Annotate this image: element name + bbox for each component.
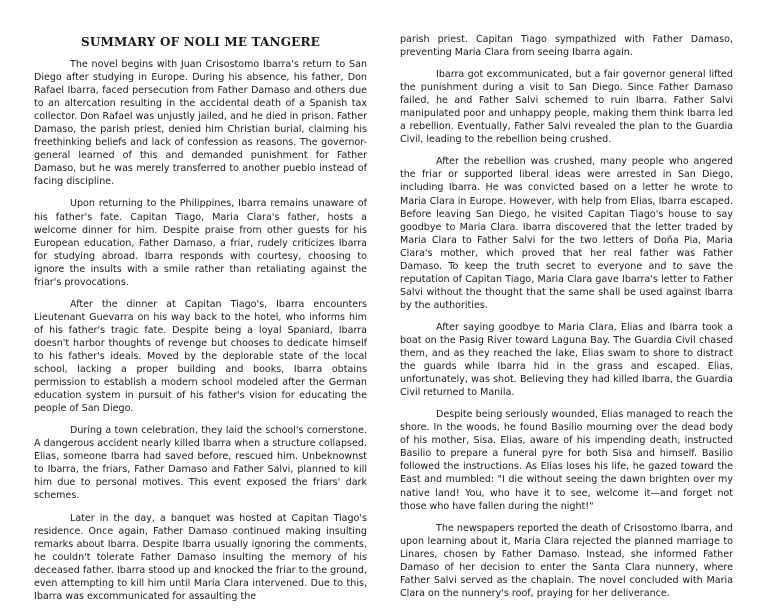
paragraph: Later in the day, a banquet was hosted at Capitan Tiago's residence. Once again, Father Damaso continued making insulting remarks about Ibarra. Despite Ibarra usually ignoring the comments, he couldn't tolerate Father Damaso insulting the memory of his deceased father. Ibarra stood up and knocked the friar to the ground, even attempting to kill him until Maria Clara intervened. Due to this, Ibarra was excommunicated for assaulting the — [34, 512, 367, 602]
paragraph: Despite being seriously wounded, Elias managed to reach the shore. In the woods, he found Basilio mourning over the dead body of his mother, Sisa. Elias, aware of his impending death, instructed Basilio to prepare a funeral pyre for both Sisa and himself. Basilio followed the instructions. As Elias loses his life, he gazed toward the East and mumbled: "I die without seeing the dawn brighten over my native land! You, who have it to see, welcome it—and forget not those who have fallen during the night!" — [400, 409, 733, 512]
paragraph: During a town celebration, they laid the school's cornerstone. A dangerous accident nearly killed Ibarra when a structure collapsed. Elias, someone Ibarra had saved before, rescued him. Unbeknownst to Ibarra, the friars, Father Damaso and Father Salvi, planned to kill him due to personal motives. This event exposed the friars' dark schemes. — [34, 425, 367, 502]
paragraph: Upon returning to the Philippines, Ibarra remains unaware of his father's fate. Capitan Tiago, Maria Clara's father, hosts a welcome dinner for him. Despite praise from other guests for his European education, Father Damaso, a friar, rudely criticizes Ibarra for studying abroad. Ibarra responds with courtesy, choosing to ignore the insults with a smile rather than retaliating against the friar's provocations. — [34, 198, 367, 288]
paragraph: Ibarra got excommunicated, but a fair governor general lifted the punishment during a visit to San Diego. Since Father Damaso failed, he and Father Salvi schemed to ruin Ibarra. Father Salvi manipulated poor and unhappy people, making them think Ibarra led a rebellion. Eventually, Father Salvi revealed the plan to the Guardia Civil, leading to the rebellion being crushed. — [400, 69, 733, 146]
paragraph: After the dinner at Capitan Tiago's, Ibarra encounters Lieutenant Guevarra on his way back to the hotel, who informs him of his father's tragic fate. Despite being a loyal Spaniard, Ibarra doesn't harbor thoughts of revenge but chooses to dedicate himself to his father's ideals. Moved by the deplorable state of the local school, lacking a proper building and books, Ibarra obtains permission to establish a modern school modeled after the German education system in pursuit of his father's vision for educating the people of San Diego. — [34, 298, 367, 415]
paragraph-continuation: parish priest. Capitan Tiago sympathized with Father Damaso, preventing Maria Clara from seeing Ibarra again. — [400, 34, 733, 59]
document-title: SUMMARY OF NOLI ME TANGERE — [80, 35, 321, 49]
paragraph: After saying goodbye to Maria Clara, Elias and Ibarra took a boat on the Pasig River toward Laguna Bay. The Guardia Civil chased them, and as they reached the lake, Elias swam to shore to distract the guards while Ibarra hid in the grass and escaped. Elias, unfortunately, was shot. Believing they had killed Ibarra, the Guardia Civil returned to Manila. — [400, 321, 733, 399]
paragraph: The novel begins with Juan Crisostomo Ibarra's return to San Diego after studying in Europe. During his absence, his father, Don Rafael Ibarra, faced persecution from Father Damaso and others due to an altercation resulting in the accidental death of a Spanish tax collector. Don Rafael was unjustly jailed, and he died in prison. Father Damaso, the parish priest, denied him Christian burial, claiming his freethinking beliefs and lack of confession as reasons. The governor-general learned of this and demanded punishment for Father Damaso, but he was merely transferred to another pueblo instead of facing discipline. — [34, 59, 367, 188]
left-column — [34, 32, 367, 612]
paragraph: The newspapers reported the death of Crisostomo Ibarra, and upon learning about it, Maria Clara rejected the planned marriage to Linares, chosen by Father Damaso. Instead, she informed Father Damaso of her decision to enter the Santa Clara nunnery, where Father Salvi served as the chaplain. The novel concluded with Maria Clara on the nunnery's roof, praying for her deliverance. — [400, 522, 733, 599]
paragraph: After the rebellion was crushed, many people who angered the friar or supported liberal ideas were arrested in San Diego, including Ibarra. He was convicted based on a letter he wrote to Maria Clara in Europe. However, with help from Elias, Ibarra escaped. Before leaving San Diego, he visited Capitan Tiago's house to say goodbye to Maria Clara. Ibarra discovered that the letter traded by Maria Clara to Father Salvi for the two letters of Doña Pia, Maria Clara's mother, which proved that her real father was Father Damaso. To keep the truth secret to everyone and to save the reputation of Capitan Tiago, Maria Clara gave Ibarra's letter to Father Salvi without the thought that the same shall be used against Ibarra by the authorities. — [400, 156, 733, 311]
right-column — [400, 33, 733, 609]
